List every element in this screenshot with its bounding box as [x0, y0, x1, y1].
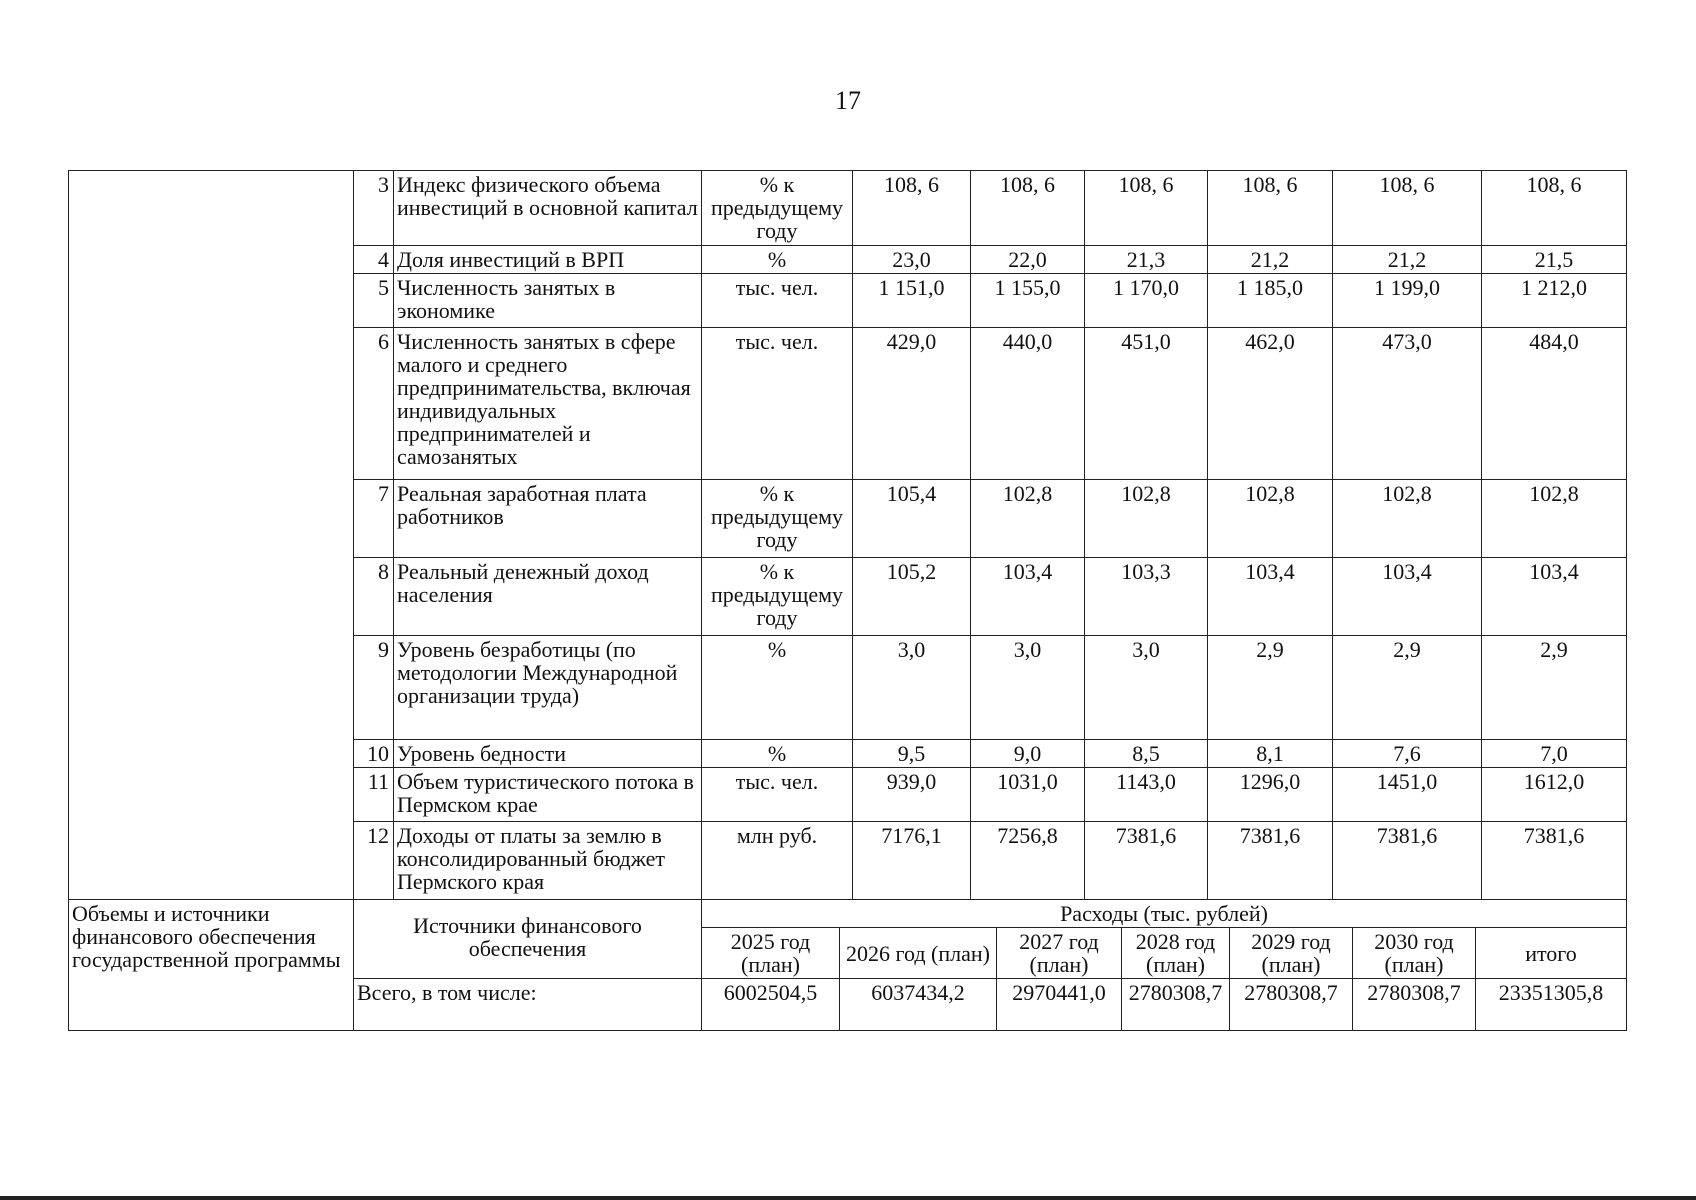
- indicator-value: 105,2: [853, 558, 971, 636]
- total-header: итого: [1476, 928, 1627, 979]
- indicator-value: 7,0: [1482, 740, 1627, 768]
- indicator-value: 23,0: [853, 246, 971, 274]
- year-header: 2025 год (план): [702, 928, 840, 979]
- indicator-value: 9,0: [971, 740, 1085, 768]
- indicator-unit: %: [702, 740, 853, 768]
- indicator-number: 5: [354, 274, 394, 328]
- indicator-value: 103,4: [1208, 558, 1333, 636]
- indicator-value: 21,2: [1208, 246, 1333, 274]
- indicator-unit: %: [702, 636, 853, 740]
- indicator-value: 1451,0: [1333, 768, 1482, 822]
- indicator-value: 1 199,0: [1333, 274, 1482, 328]
- indicator-value: 105,4: [853, 480, 971, 558]
- indicator-number: 8: [354, 558, 394, 636]
- indicator-unit: тыс. чел.: [702, 768, 853, 822]
- indicator-value: 103,4: [971, 558, 1085, 636]
- indicator-value: 21,2: [1333, 246, 1482, 274]
- indicator-value: 8,5: [1085, 740, 1208, 768]
- indicator-value: 7381,6: [1085, 822, 1208, 900]
- indicators-body: [69, 171, 1627, 900]
- indicator-value: 103,4: [1482, 558, 1627, 636]
- indicator-value: 939,0: [853, 768, 971, 822]
- indicator-name: Реальная заработная плата работников: [394, 480, 702, 558]
- indicator-value: 108, 6: [1085, 171, 1208, 246]
- indicator-value: 7,6: [1333, 740, 1482, 768]
- scan-edge: [0, 1196, 1696, 1200]
- document-sheet: [68, 170, 1627, 1031]
- total-row-label: Всего, в том числе:: [354, 979, 702, 1031]
- indicator-value: 1 151,0: [853, 274, 971, 328]
- indicator-unit: % к предыдущему году: [702, 480, 853, 558]
- indicator-unit: млн руб.: [702, 822, 853, 900]
- indicator-value: 7381,6: [1208, 822, 1333, 900]
- finance-table: [68, 899, 1627, 1031]
- year-header: 2028 год (план): [1122, 928, 1230, 979]
- indicator-number: 11: [354, 768, 394, 822]
- indicator-value: 1031,0: [971, 768, 1085, 822]
- indicator-value: 108, 6: [1482, 171, 1627, 246]
- indicator-value: 1612,0: [1482, 768, 1627, 822]
- indicator-value: 2,9: [1208, 636, 1333, 740]
- indicator-number: 12: [354, 822, 394, 900]
- year-header: 2029 год (план): [1230, 928, 1353, 979]
- indicator-value: 102,8: [1208, 480, 1333, 558]
- indicator-unit: %: [702, 246, 853, 274]
- expenses-header: Расходы (тыс. рублей): [702, 900, 1627, 928]
- indicator-unit: % к предыдущему году: [702, 171, 853, 246]
- indicator-value: 429,0: [853, 328, 971, 480]
- indicators-label-cell: [69, 171, 354, 900]
- indicator-value: 21,3: [1085, 246, 1208, 274]
- indicator-number: 7: [354, 480, 394, 558]
- indicator-value: 102,8: [971, 480, 1085, 558]
- indicator-value: 103,3: [1085, 558, 1208, 636]
- indicator-row: [69, 171, 1627, 246]
- indicator-value: 22,0: [971, 246, 1085, 274]
- indicator-value: 1 212,0: [1482, 274, 1627, 328]
- indicator-value: 1 185,0: [1208, 274, 1333, 328]
- indicator-value: 3,0: [971, 636, 1085, 740]
- indicator-value: 7381,6: [1333, 822, 1482, 900]
- indicator-value: 102,8: [1085, 480, 1208, 558]
- indicator-value: 8,1: [1208, 740, 1333, 768]
- sources-header: Источники финансового обеспечения: [354, 900, 702, 979]
- indicator-name: Индекс физического объема инвестиций в основной капитал: [394, 171, 702, 246]
- year-header: 2027 год (план): [997, 928, 1122, 979]
- year-header: 2030 год (план): [1353, 928, 1476, 979]
- indicator-value: 451,0: [1085, 328, 1208, 480]
- indicator-value: 103,4: [1333, 558, 1482, 636]
- indicator-name: Доля инвестиций в ВРП: [394, 246, 702, 274]
- indicator-value: 440,0: [971, 328, 1085, 480]
- indicator-name: Численность занятых в сфере малого и среднего предпринимательства, включая индивидуальных предпринимателей и самозанятых: [394, 328, 702, 480]
- indicator-name: Численность занятых в экономике: [394, 274, 702, 328]
- indicator-value: 2,9: [1482, 636, 1627, 740]
- indicator-value: 2,9: [1333, 636, 1482, 740]
- indicator-value: 108, 6: [971, 171, 1085, 246]
- indicator-name: Объем туристического потока в Пермском крае: [394, 768, 702, 822]
- total-value: 2970441,0: [997, 979, 1122, 1031]
- indicator-value: 462,0: [1208, 328, 1333, 480]
- program-indicators-table: [68, 170, 1627, 900]
- page-number: 17: [835, 86, 861, 115]
- indicator-value: 21,5: [1482, 246, 1627, 274]
- indicator-value: 1 170,0: [1085, 274, 1208, 328]
- indicator-number: 6: [354, 328, 394, 480]
- total-value: 6002504,5: [702, 979, 840, 1031]
- indicator-unit: тыс. чел.: [702, 274, 853, 328]
- total-value: 2780308,7: [1353, 979, 1476, 1031]
- indicator-value: 108, 6: [853, 171, 971, 246]
- indicator-value: 108, 6: [1333, 171, 1482, 246]
- finance-section-label: Объемы и источники финансового обеспечения государственной программы: [69, 900, 354, 1031]
- indicator-unit: % к предыдущему году: [702, 558, 853, 636]
- indicator-value: 102,8: [1333, 480, 1482, 558]
- indicator-value: 7381,6: [1482, 822, 1627, 900]
- total-value: 2780308,7: [1122, 979, 1230, 1031]
- finance-header-row: [69, 900, 1627, 928]
- total-value: 2780308,7: [1230, 979, 1353, 1031]
- indicator-name: Уровень безработицы (по методологии Международной организации труда): [394, 636, 702, 740]
- indicator-value: 3,0: [853, 636, 971, 740]
- indicator-value: 108, 6: [1208, 171, 1333, 246]
- indicator-value: 473,0: [1333, 328, 1482, 480]
- indicator-number: 9: [354, 636, 394, 740]
- indicator-value: 3,0: [1085, 636, 1208, 740]
- indicator-name: Доходы от платы за землю в консолидированный бюджет Пермского края: [394, 822, 702, 900]
- indicator-value: 1143,0: [1085, 768, 1208, 822]
- indicator-value: 9,5: [853, 740, 971, 768]
- total-value: 23351305,8: [1476, 979, 1627, 1031]
- total-value: 6037434,2: [840, 979, 997, 1031]
- indicator-value: 1296,0: [1208, 768, 1333, 822]
- indicator-name: Уровень бедности: [394, 740, 702, 768]
- indicator-value: 1 155,0: [971, 274, 1085, 328]
- indicator-unit: тыс. чел.: [702, 328, 853, 480]
- indicator-number: 10: [354, 740, 394, 768]
- indicator-name: Реальный денежный доход населения: [394, 558, 702, 636]
- indicator-number: 3: [354, 171, 394, 246]
- indicator-value: 102,8: [1482, 480, 1627, 558]
- year-header: 2026 год (план): [840, 928, 997, 979]
- indicator-number: 4: [354, 246, 394, 274]
- indicator-value: 7256,8: [971, 822, 1085, 900]
- indicator-value: 7176,1: [853, 822, 971, 900]
- indicator-value: 484,0: [1482, 328, 1627, 480]
